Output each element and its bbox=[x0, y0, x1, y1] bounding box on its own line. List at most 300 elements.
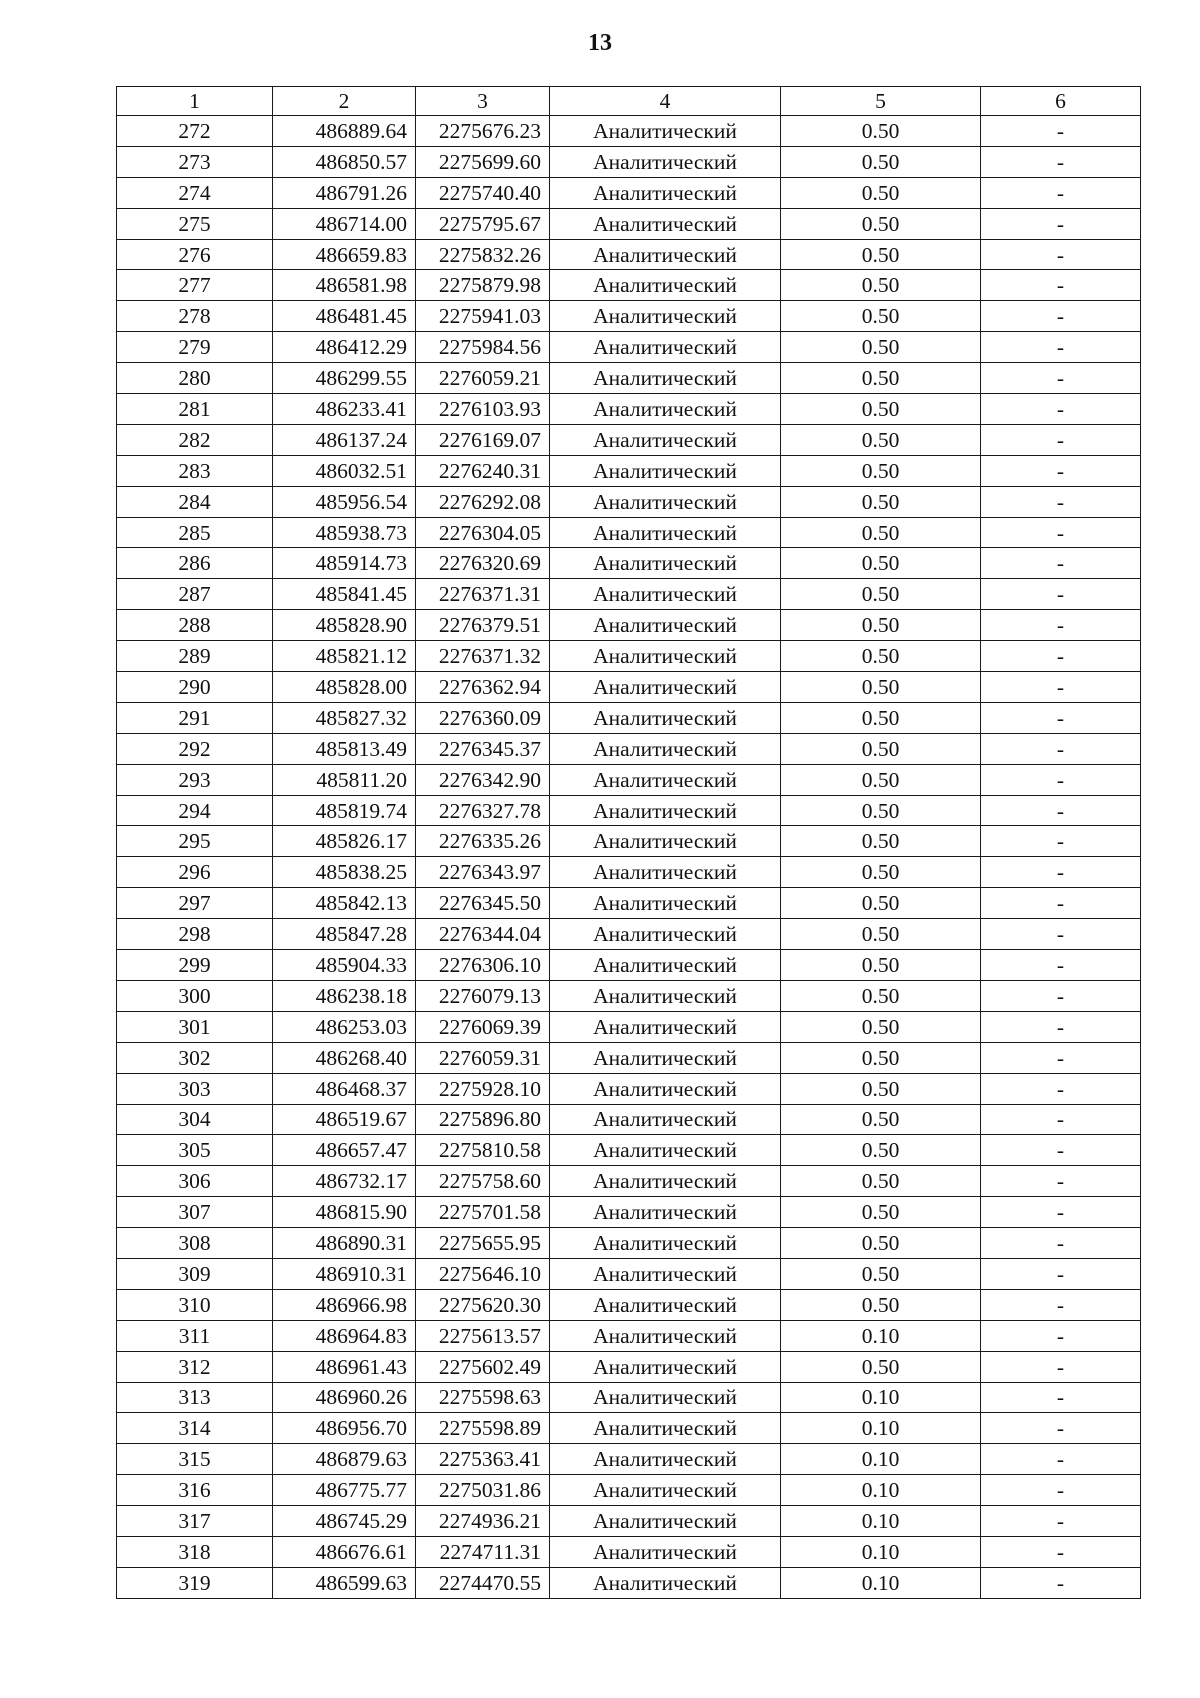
table-row bbox=[117, 394, 1141, 425]
y-coordinate-cell: 2276379.51 bbox=[416, 610, 550, 641]
note-cell: - bbox=[981, 857, 1141, 888]
method-cell: Аналитический bbox=[550, 1567, 781, 1598]
y-coordinate-cell: 2275363.41 bbox=[416, 1444, 550, 1475]
method-cell: Аналитический bbox=[550, 1042, 781, 1073]
method-cell: Аналитический bbox=[550, 1536, 781, 1567]
point-number-cell: 276 bbox=[117, 239, 273, 270]
point-number-cell: 299 bbox=[117, 950, 273, 981]
note-cell: - bbox=[981, 1197, 1141, 1228]
y-coordinate-cell: 2276371.32 bbox=[416, 641, 550, 672]
note-cell: - bbox=[981, 1073, 1141, 1104]
x-coordinate-cell: 486966.98 bbox=[273, 1289, 416, 1320]
table-row bbox=[117, 579, 1141, 610]
header-row bbox=[117, 87, 1141, 116]
note-cell: - bbox=[981, 270, 1141, 301]
point-number-cell: 272 bbox=[117, 116, 273, 147]
table-row bbox=[117, 1258, 1141, 1289]
y-coordinate-cell: 2276079.13 bbox=[416, 980, 550, 1011]
point-number-cell: 273 bbox=[117, 146, 273, 177]
point-number-cell: 288 bbox=[117, 610, 273, 641]
point-number-cell: 277 bbox=[117, 270, 273, 301]
method-cell: Аналитический bbox=[550, 301, 781, 332]
note-cell: - bbox=[981, 363, 1141, 394]
table-row bbox=[117, 1444, 1141, 1475]
x-coordinate-cell: 486581.98 bbox=[273, 270, 416, 301]
table-row bbox=[117, 1228, 1141, 1259]
page-number: 13 bbox=[588, 30, 612, 56]
y-coordinate-cell: 2275832.26 bbox=[416, 239, 550, 270]
y-coordinate-cell: 2274470.55 bbox=[416, 1567, 550, 1598]
y-coordinate-cell: 2276059.21 bbox=[416, 363, 550, 394]
table-row bbox=[117, 301, 1141, 332]
x-coordinate-cell: 485914.73 bbox=[273, 548, 416, 579]
accuracy-cell: 0.50 bbox=[781, 394, 981, 425]
method-cell: Аналитический bbox=[550, 1197, 781, 1228]
y-coordinate-cell: 2276345.37 bbox=[416, 733, 550, 764]
method-cell: Аналитический bbox=[550, 1351, 781, 1382]
accuracy-cell: 0.10 bbox=[781, 1567, 981, 1598]
accuracy-cell: 0.50 bbox=[781, 517, 981, 548]
method-cell: Аналитический bbox=[550, 332, 781, 363]
note-cell: - bbox=[981, 826, 1141, 857]
y-coordinate-cell: 2276362.94 bbox=[416, 672, 550, 703]
table-row bbox=[117, 1475, 1141, 1506]
point-number-cell: 295 bbox=[117, 826, 273, 857]
x-coordinate-cell: 486657.47 bbox=[273, 1135, 416, 1166]
x-coordinate-cell: 485847.28 bbox=[273, 919, 416, 950]
note-cell: - bbox=[981, 1567, 1141, 1598]
column-header-3: 3 bbox=[416, 87, 550, 116]
y-coordinate-cell: 2276320.69 bbox=[416, 548, 550, 579]
accuracy-cell: 0.50 bbox=[781, 270, 981, 301]
accuracy-cell: 0.50 bbox=[781, 672, 981, 703]
table-row bbox=[117, 1382, 1141, 1413]
accuracy-cell: 0.50 bbox=[781, 919, 981, 950]
y-coordinate-cell: 2275740.40 bbox=[416, 177, 550, 208]
point-number-cell: 310 bbox=[117, 1289, 273, 1320]
method-cell: Аналитический bbox=[550, 1289, 781, 1320]
y-coordinate-cell: 2275928.10 bbox=[416, 1073, 550, 1104]
point-number-cell: 318 bbox=[117, 1536, 273, 1567]
table-row bbox=[117, 733, 1141, 764]
y-coordinate-cell: 2275810.58 bbox=[416, 1135, 550, 1166]
x-coordinate-cell: 486960.26 bbox=[273, 1382, 416, 1413]
table-row bbox=[117, 919, 1141, 950]
note-cell: - bbox=[981, 795, 1141, 826]
x-coordinate-cell: 485904.33 bbox=[273, 950, 416, 981]
x-coordinate-cell: 486599.63 bbox=[273, 1567, 416, 1598]
method-cell: Аналитический bbox=[550, 363, 781, 394]
method-cell: Аналитический bbox=[550, 1073, 781, 1104]
accuracy-cell: 0.50 bbox=[781, 950, 981, 981]
y-coordinate-cell: 2275031.86 bbox=[416, 1475, 550, 1506]
table-row bbox=[117, 1042, 1141, 1073]
accuracy-cell: 0.50 bbox=[781, 146, 981, 177]
table-row bbox=[117, 641, 1141, 672]
method-cell: Аналитический bbox=[550, 579, 781, 610]
table-row bbox=[117, 363, 1141, 394]
point-number-cell: 283 bbox=[117, 455, 273, 486]
note-cell: - bbox=[981, 1351, 1141, 1382]
method-cell: Аналитический bbox=[550, 394, 781, 425]
accuracy-cell: 0.50 bbox=[781, 177, 981, 208]
y-coordinate-cell: 2276343.97 bbox=[416, 857, 550, 888]
y-coordinate-cell: 2275699.60 bbox=[416, 146, 550, 177]
x-coordinate-cell: 485819.74 bbox=[273, 795, 416, 826]
method-cell: Аналитический bbox=[550, 270, 781, 301]
table-row bbox=[117, 826, 1141, 857]
point-number-cell: 315 bbox=[117, 1444, 273, 1475]
point-number-cell: 296 bbox=[117, 857, 273, 888]
method-cell: Аналитический bbox=[550, 1135, 781, 1166]
table-row bbox=[117, 1567, 1141, 1598]
point-number-cell: 301 bbox=[117, 1011, 273, 1042]
x-coordinate-cell: 485938.73 bbox=[273, 517, 416, 548]
point-number-cell: 290 bbox=[117, 672, 273, 703]
point-number-cell: 300 bbox=[117, 980, 273, 1011]
accuracy-cell: 0.10 bbox=[781, 1382, 981, 1413]
table-row bbox=[117, 1506, 1141, 1537]
accuracy-cell: 0.50 bbox=[781, 702, 981, 733]
note-cell: - bbox=[981, 1444, 1141, 1475]
y-coordinate-cell: 2276240.31 bbox=[416, 455, 550, 486]
x-coordinate-cell: 486815.90 bbox=[273, 1197, 416, 1228]
point-number-cell: 286 bbox=[117, 548, 273, 579]
note-cell: - bbox=[981, 1166, 1141, 1197]
point-number-cell: 285 bbox=[117, 517, 273, 548]
accuracy-cell: 0.50 bbox=[781, 1135, 981, 1166]
y-coordinate-cell: 2274711.31 bbox=[416, 1536, 550, 1567]
accuracy-cell: 0.50 bbox=[781, 826, 981, 857]
table-body bbox=[117, 116, 1141, 1599]
note-cell: - bbox=[981, 764, 1141, 795]
point-number-cell: 274 bbox=[117, 177, 273, 208]
method-cell: Аналитический bbox=[550, 208, 781, 239]
y-coordinate-cell: 2275701.58 bbox=[416, 1197, 550, 1228]
accuracy-cell: 0.50 bbox=[781, 1351, 981, 1382]
table-row bbox=[117, 980, 1141, 1011]
y-coordinate-cell: 2275758.60 bbox=[416, 1166, 550, 1197]
accuracy-cell: 0.50 bbox=[781, 1104, 981, 1135]
y-coordinate-cell: 2275879.98 bbox=[416, 270, 550, 301]
accuracy-cell: 0.50 bbox=[781, 795, 981, 826]
method-cell: Аналитический bbox=[550, 486, 781, 517]
note-cell: - bbox=[981, 1228, 1141, 1259]
method-cell: Аналитический bbox=[550, 610, 781, 641]
column-header-6: 6 bbox=[981, 87, 1141, 116]
y-coordinate-cell: 2276103.93 bbox=[416, 394, 550, 425]
table-row bbox=[117, 1351, 1141, 1382]
table-row bbox=[117, 764, 1141, 795]
note-cell: - bbox=[981, 733, 1141, 764]
x-coordinate-cell: 485821.12 bbox=[273, 641, 416, 672]
point-number-cell: 305 bbox=[117, 1135, 273, 1166]
table-row bbox=[117, 672, 1141, 703]
x-coordinate-cell: 486137.24 bbox=[273, 424, 416, 455]
method-cell: Аналитический bbox=[550, 1104, 781, 1135]
point-number-cell: 303 bbox=[117, 1073, 273, 1104]
x-coordinate-cell: 486850.57 bbox=[273, 146, 416, 177]
column-header-4: 4 bbox=[550, 87, 781, 116]
accuracy-cell: 0.50 bbox=[781, 239, 981, 270]
method-cell: Аналитический bbox=[550, 1166, 781, 1197]
point-number-cell: 304 bbox=[117, 1104, 273, 1135]
note-cell: - bbox=[981, 1475, 1141, 1506]
note-cell: - bbox=[981, 1258, 1141, 1289]
accuracy-cell: 0.50 bbox=[781, 1228, 981, 1259]
table-row bbox=[117, 1104, 1141, 1135]
point-number-cell: 316 bbox=[117, 1475, 273, 1506]
x-coordinate-cell: 485813.49 bbox=[273, 733, 416, 764]
accuracy-cell: 0.50 bbox=[781, 579, 981, 610]
note-cell: - bbox=[981, 301, 1141, 332]
y-coordinate-cell: 2276342.90 bbox=[416, 764, 550, 795]
accuracy-cell: 0.50 bbox=[781, 332, 981, 363]
accuracy-cell: 0.50 bbox=[781, 733, 981, 764]
method-cell: Аналитический bbox=[550, 733, 781, 764]
point-number-cell: 293 bbox=[117, 764, 273, 795]
point-number-cell: 308 bbox=[117, 1228, 273, 1259]
method-cell: Аналитический bbox=[550, 826, 781, 857]
point-number-cell: 280 bbox=[117, 363, 273, 394]
point-number-cell: 287 bbox=[117, 579, 273, 610]
table-row bbox=[117, 1073, 1141, 1104]
method-cell: Аналитический bbox=[550, 116, 781, 147]
y-coordinate-cell: 2275620.30 bbox=[416, 1289, 550, 1320]
x-coordinate-cell: 486253.03 bbox=[273, 1011, 416, 1042]
table-row bbox=[117, 548, 1141, 579]
table-row bbox=[117, 1135, 1141, 1166]
accuracy-cell: 0.50 bbox=[781, 857, 981, 888]
point-number-cell: 313 bbox=[117, 1382, 273, 1413]
accuracy-cell: 0.50 bbox=[781, 764, 981, 795]
column-header-1: 1 bbox=[117, 87, 273, 116]
table-row bbox=[117, 486, 1141, 517]
table-row bbox=[117, 1536, 1141, 1567]
table-row bbox=[117, 1413, 1141, 1444]
x-coordinate-cell: 486299.55 bbox=[273, 363, 416, 394]
x-coordinate-cell: 486964.83 bbox=[273, 1320, 416, 1351]
method-cell: Аналитический bbox=[550, 1011, 781, 1042]
note-cell: - bbox=[981, 486, 1141, 517]
point-number-cell: 292 bbox=[117, 733, 273, 764]
method-cell: Аналитический bbox=[550, 517, 781, 548]
note-cell: - bbox=[981, 702, 1141, 733]
accuracy-cell: 0.50 bbox=[781, 1289, 981, 1320]
point-number-cell: 314 bbox=[117, 1413, 273, 1444]
note-cell: - bbox=[981, 394, 1141, 425]
accuracy-cell: 0.10 bbox=[781, 1506, 981, 1537]
method-cell: Аналитический bbox=[550, 548, 781, 579]
method-cell: Аналитический bbox=[550, 980, 781, 1011]
table-row bbox=[117, 517, 1141, 548]
y-coordinate-cell: 2275613.57 bbox=[416, 1320, 550, 1351]
x-coordinate-cell: 486714.00 bbox=[273, 208, 416, 239]
accuracy-cell: 0.10 bbox=[781, 1444, 981, 1475]
table-row bbox=[117, 950, 1141, 981]
accuracy-cell: 0.10 bbox=[781, 1413, 981, 1444]
note-cell: - bbox=[981, 950, 1141, 981]
accuracy-cell: 0.50 bbox=[781, 1011, 981, 1042]
accuracy-cell: 0.50 bbox=[781, 424, 981, 455]
table-row bbox=[117, 857, 1141, 888]
note-cell: - bbox=[981, 1135, 1141, 1166]
accuracy-cell: 0.50 bbox=[781, 610, 981, 641]
y-coordinate-cell: 2276371.31 bbox=[416, 579, 550, 610]
method-cell: Аналитический bbox=[550, 177, 781, 208]
x-coordinate-cell: 486889.64 bbox=[273, 116, 416, 147]
x-coordinate-cell: 486961.43 bbox=[273, 1351, 416, 1382]
table-row bbox=[117, 1320, 1141, 1351]
y-coordinate-cell: 2275676.23 bbox=[416, 116, 550, 147]
note-cell: - bbox=[981, 517, 1141, 548]
x-coordinate-cell: 486268.40 bbox=[273, 1042, 416, 1073]
note-cell: - bbox=[981, 424, 1141, 455]
table-row bbox=[117, 208, 1141, 239]
column-header-5: 5 bbox=[781, 87, 981, 116]
point-number-cell: 281 bbox=[117, 394, 273, 425]
x-coordinate-cell: 485828.00 bbox=[273, 672, 416, 703]
table-row bbox=[117, 1166, 1141, 1197]
y-coordinate-cell: 2276344.04 bbox=[416, 919, 550, 950]
note-cell: - bbox=[981, 980, 1141, 1011]
x-coordinate-cell: 485842.13 bbox=[273, 888, 416, 919]
accuracy-cell: 0.50 bbox=[781, 455, 981, 486]
x-coordinate-cell: 486745.29 bbox=[273, 1506, 416, 1537]
method-cell: Аналитический bbox=[550, 888, 781, 919]
point-number-cell: 309 bbox=[117, 1258, 273, 1289]
y-coordinate-cell: 2276306.10 bbox=[416, 950, 550, 981]
method-cell: Аналитический bbox=[550, 146, 781, 177]
table-row bbox=[117, 795, 1141, 826]
note-cell: - bbox=[981, 672, 1141, 703]
accuracy-cell: 0.50 bbox=[781, 980, 981, 1011]
accuracy-cell: 0.50 bbox=[781, 208, 981, 239]
x-coordinate-cell: 486468.37 bbox=[273, 1073, 416, 1104]
note-cell: - bbox=[981, 455, 1141, 486]
x-coordinate-cell: 486238.18 bbox=[273, 980, 416, 1011]
y-coordinate-cell: 2275984.56 bbox=[416, 332, 550, 363]
x-coordinate-cell: 485828.90 bbox=[273, 610, 416, 641]
method-cell: Аналитический bbox=[550, 857, 781, 888]
y-coordinate-cell: 2275602.49 bbox=[416, 1351, 550, 1382]
method-cell: Аналитический bbox=[550, 1506, 781, 1537]
method-cell: Аналитический bbox=[550, 1228, 781, 1259]
x-coordinate-cell: 486659.83 bbox=[273, 239, 416, 270]
x-coordinate-cell: 485838.25 bbox=[273, 857, 416, 888]
method-cell: Аналитический bbox=[550, 641, 781, 672]
y-coordinate-cell: 2276059.31 bbox=[416, 1042, 550, 1073]
point-number-cell: 307 bbox=[117, 1197, 273, 1228]
table-row bbox=[117, 332, 1141, 363]
y-coordinate-cell: 2275941.03 bbox=[416, 301, 550, 332]
table-row bbox=[117, 1289, 1141, 1320]
table-row bbox=[117, 116, 1141, 147]
note-cell: - bbox=[981, 177, 1141, 208]
note-cell: - bbox=[981, 1413, 1141, 1444]
accuracy-cell: 0.50 bbox=[781, 1166, 981, 1197]
note-cell: - bbox=[981, 610, 1141, 641]
point-number-cell: 298 bbox=[117, 919, 273, 950]
x-coordinate-cell: 485827.32 bbox=[273, 702, 416, 733]
point-number-cell: 306 bbox=[117, 1166, 273, 1197]
accuracy-cell: 0.10 bbox=[781, 1536, 981, 1567]
table-row bbox=[117, 177, 1141, 208]
point-number-cell: 291 bbox=[117, 702, 273, 733]
x-coordinate-cell: 486879.63 bbox=[273, 1444, 416, 1475]
accuracy-cell: 0.50 bbox=[781, 888, 981, 919]
point-number-cell: 278 bbox=[117, 301, 273, 332]
accuracy-cell: 0.50 bbox=[781, 548, 981, 579]
x-coordinate-cell: 486732.17 bbox=[273, 1166, 416, 1197]
point-number-cell: 319 bbox=[117, 1567, 273, 1598]
table-row bbox=[117, 424, 1141, 455]
accuracy-cell: 0.50 bbox=[781, 1042, 981, 1073]
table-header bbox=[117, 87, 1141, 116]
method-cell: Аналитический bbox=[550, 1258, 781, 1289]
table-row bbox=[117, 239, 1141, 270]
table-row bbox=[117, 1197, 1141, 1228]
method-cell: Аналитический bbox=[550, 1320, 781, 1351]
note-cell: - bbox=[981, 146, 1141, 177]
point-number-cell: 297 bbox=[117, 888, 273, 919]
method-cell: Аналитический bbox=[550, 424, 781, 455]
x-coordinate-cell: 486233.41 bbox=[273, 394, 416, 425]
note-cell: - bbox=[981, 888, 1141, 919]
y-coordinate-cell: 2275598.89 bbox=[416, 1413, 550, 1444]
note-cell: - bbox=[981, 1289, 1141, 1320]
table-row bbox=[117, 702, 1141, 733]
x-coordinate-cell: 485956.54 bbox=[273, 486, 416, 517]
y-coordinate-cell: 2276335.26 bbox=[416, 826, 550, 857]
table-row bbox=[117, 270, 1141, 301]
accuracy-cell: 0.50 bbox=[781, 641, 981, 672]
point-number-cell: 302 bbox=[117, 1042, 273, 1073]
x-coordinate-cell: 486775.77 bbox=[273, 1475, 416, 1506]
x-coordinate-cell: 486791.26 bbox=[273, 177, 416, 208]
note-cell: - bbox=[981, 332, 1141, 363]
accuracy-cell: 0.50 bbox=[781, 486, 981, 517]
point-number-cell: 311 bbox=[117, 1320, 273, 1351]
x-coordinate-cell: 486412.29 bbox=[273, 332, 416, 363]
x-coordinate-cell: 486519.67 bbox=[273, 1104, 416, 1135]
method-cell: Аналитический bbox=[550, 764, 781, 795]
accuracy-cell: 0.50 bbox=[781, 1073, 981, 1104]
accuracy-cell: 0.10 bbox=[781, 1475, 981, 1506]
accuracy-cell: 0.50 bbox=[781, 1197, 981, 1228]
point-number-cell: 275 bbox=[117, 208, 273, 239]
y-coordinate-cell: 2275655.95 bbox=[416, 1228, 550, 1259]
table-row bbox=[117, 455, 1141, 486]
table-row bbox=[117, 146, 1141, 177]
accuracy-cell: 0.50 bbox=[781, 116, 981, 147]
note-cell: - bbox=[981, 1536, 1141, 1567]
note-cell: - bbox=[981, 579, 1141, 610]
y-coordinate-cell: 2276360.09 bbox=[416, 702, 550, 733]
x-coordinate-cell: 486956.70 bbox=[273, 1413, 416, 1444]
y-coordinate-cell: 2276327.78 bbox=[416, 795, 550, 826]
note-cell: - bbox=[981, 1042, 1141, 1073]
method-cell: Аналитический bbox=[550, 1413, 781, 1444]
method-cell: Аналитический bbox=[550, 672, 781, 703]
table-row bbox=[117, 610, 1141, 641]
x-coordinate-cell: 486676.61 bbox=[273, 1536, 416, 1567]
note-cell: - bbox=[981, 1320, 1141, 1351]
y-coordinate-cell: 2275896.80 bbox=[416, 1104, 550, 1135]
point-number-cell: 312 bbox=[117, 1351, 273, 1382]
note-cell: - bbox=[981, 1506, 1141, 1537]
x-coordinate-cell: 485811.20 bbox=[273, 764, 416, 795]
